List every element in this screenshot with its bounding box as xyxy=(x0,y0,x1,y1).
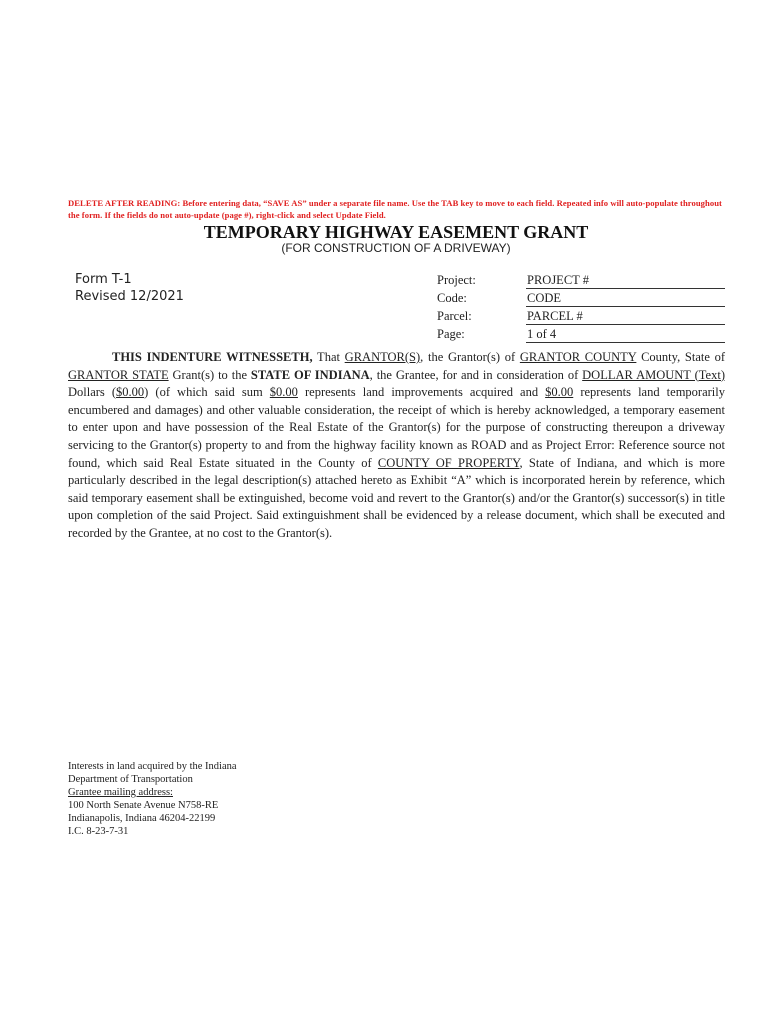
code-label: Code: xyxy=(437,291,467,305)
form-number: Form T-1 xyxy=(75,272,132,287)
code-field[interactable]: CODE xyxy=(526,291,725,307)
total-amount-field[interactable]: $0.00 xyxy=(116,385,145,400)
damages-amount-field[interactable]: $0.00 xyxy=(545,385,574,400)
indenture-heading: THIS INDENTURE WITNESSETH, xyxy=(112,350,313,364)
body-text-segment: Grant(s) to the xyxy=(168,367,251,382)
mailing-address-heading: Grantee mailing address: xyxy=(68,787,173,798)
project-field[interactable]: PROJECT # xyxy=(526,273,725,289)
body-text-segment: County, State of xyxy=(636,350,726,364)
grantee-address-block xyxy=(68,760,237,838)
document-title: TEMPORARY HIGHWAY EASEMENT GRANT xyxy=(203,222,589,242)
county-of-property-field[interactable]: COUNTY OF PROPERTY xyxy=(377,455,520,470)
address-line: Indianapolis, Indiana 46204-22199 xyxy=(68,813,216,824)
body-text-segment: Dollars ( xyxy=(68,385,117,400)
code-row xyxy=(437,290,727,308)
body-text-segment: , State of Indiana, and which is more particularly described in the legal description(s) attached hereto as Exhibit “A” which is incorporated herein by reference, which said temporary easement shall be extinguished, become void and revert to the Grantor(s) and/or the Grantor(s) successor(s) in title upon completion of the said Project. Said extinguishment shall be evidenced by a release document, which shall be executed and recorded by the Grantee, at no cost to the Grantor(s). xyxy=(68,455,725,540)
statute-reference: I.C. 8-23-7-31 xyxy=(68,826,129,837)
project-row xyxy=(437,272,727,290)
indenture-paragraph xyxy=(68,349,725,543)
land-improvements-amount-field[interactable]: $0.00 xyxy=(269,385,298,400)
parcel-row xyxy=(437,308,727,326)
document-subtitle: (FOR CONSTRUCTION OF A DRIVEWAY) xyxy=(281,241,511,255)
parcel-label: Parcel: xyxy=(437,309,472,323)
grantor-state-field[interactable]: GRANTOR STATE xyxy=(68,367,169,382)
body-text-segment: represents land temporarily encumbered and damages) and other valuable consideration, the receipt of which is hereby acknowledged, a temporary easement to enter upon and have possession of the Real Estate of the Grantor(s) for the purpose of constructing thereupon a driveway servicing to the Grantor(s) property to and from the highway facility known as ROAD and as Project Error: Reference source not found, which said Real Estate situated in the County of xyxy=(68,385,725,470)
grantor-field[interactable]: GRANTOR(S) xyxy=(344,350,421,364)
body-text-segment: That xyxy=(312,350,345,364)
project-label: Project: xyxy=(437,273,476,287)
form-revised-date: Revised 12/2021 xyxy=(75,289,184,304)
parcel-field[interactable]: PARCEL # xyxy=(526,309,725,325)
address-line: Department of Transportation xyxy=(68,774,193,785)
form-identifier xyxy=(75,271,184,305)
body-text-segment: ) (of which said sum xyxy=(144,385,270,400)
dollar-amount-text-field[interactable]: DOLLAR AMOUNT (Text) xyxy=(582,367,725,382)
delete-after-reading-notice: DELETE AFTER READING: Before entering data, “SAVE AS” under a separate file name. Use the TAB key to move to each field. Repeated info will auto-populate throughout the form. If the fields do not auto-update (page #), right-click and select Update Field. xyxy=(68,198,722,220)
body-text-segment: , the Grantee, for and in consideration of xyxy=(369,367,583,382)
state-of-indiana: STATE OF INDIANA xyxy=(250,367,370,382)
page-label: Page: xyxy=(437,327,465,341)
project-info-block xyxy=(437,272,727,344)
address-line: 100 North Senate Avenue N758-RE xyxy=(68,800,219,811)
body-text-segment: , the Grantor(s) of xyxy=(420,350,520,364)
grantor-county-field[interactable]: GRANTOR COUNTY xyxy=(519,350,637,364)
address-line: Interests in land acquired by the Indiana xyxy=(68,761,237,772)
body-text-segment: represents land improvements acquired and xyxy=(297,385,546,400)
page-field[interactable]: 1 of 4 xyxy=(526,327,725,343)
page-row xyxy=(437,326,727,344)
